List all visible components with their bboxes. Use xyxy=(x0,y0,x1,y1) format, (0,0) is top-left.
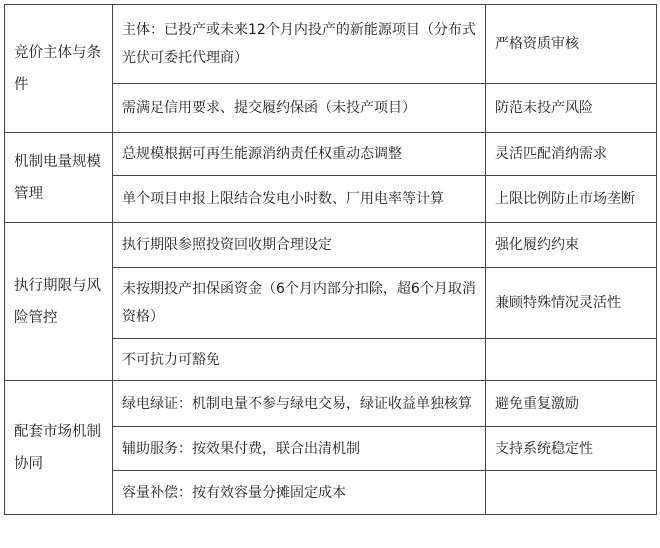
purpose-cell: 支持系统稳定性 xyxy=(486,427,657,471)
purpose-cell xyxy=(486,471,657,515)
content-cell: 单个项目申报上限结合发电小时数、厂用电率等计算 xyxy=(113,176,486,223)
content-cell: 绿电绿证：机制电量不参与绿电交易，绿证收益单独核算 xyxy=(113,381,486,427)
content-cell: 执行期限参照投资回收期合理设定 xyxy=(113,223,486,268)
content-cell: 主体：已投产或未来12个月内投产的新能源项目（分布式光伏可委托代理商） xyxy=(113,5,486,84)
purpose-cell: 灵活匹配消纳需求 xyxy=(486,133,657,176)
category-cell: 配套市场机制协同 xyxy=(5,381,113,515)
content-cell: 容量补偿：按有效容量分摊固定成本 xyxy=(113,471,486,515)
category-cell: 执行期限与风险管控 xyxy=(5,223,113,381)
content-cell: 需满足信用要求、提交履约保函（未投产项目） xyxy=(113,84,486,133)
table-row xyxy=(5,5,657,84)
category-cell: 竞价主体与条件 xyxy=(5,5,113,133)
purpose-cell xyxy=(486,339,657,381)
purpose-cell: 上限比例防止市场垄断 xyxy=(486,176,657,223)
purpose-cell: 兼顾特殊情况灵活性 xyxy=(486,268,657,339)
content-cell: 未按期投产扣保函资金（6个月内部分扣除，超6个月取消资格） xyxy=(113,268,486,339)
category-cell: 机制电量规模管理 xyxy=(5,133,113,223)
table-row xyxy=(5,223,657,268)
table-row xyxy=(5,133,657,176)
purpose-cell: 避免重复激励 xyxy=(486,381,657,427)
content-cell: 总规模根据可再生能源消纳责任权重动态调整 xyxy=(113,133,486,176)
table-row xyxy=(5,381,657,427)
purpose-cell: 防范未投产风险 xyxy=(486,84,657,133)
policy-table xyxy=(4,4,657,515)
content-cell: 辅助服务：按效果付费，联合出清机制 xyxy=(113,427,486,471)
purpose-cell: 强化履约约束 xyxy=(486,223,657,268)
content-cell: 不可抗力可豁免 xyxy=(113,339,486,381)
purpose-cell: 严格资质审核 xyxy=(486,5,657,84)
